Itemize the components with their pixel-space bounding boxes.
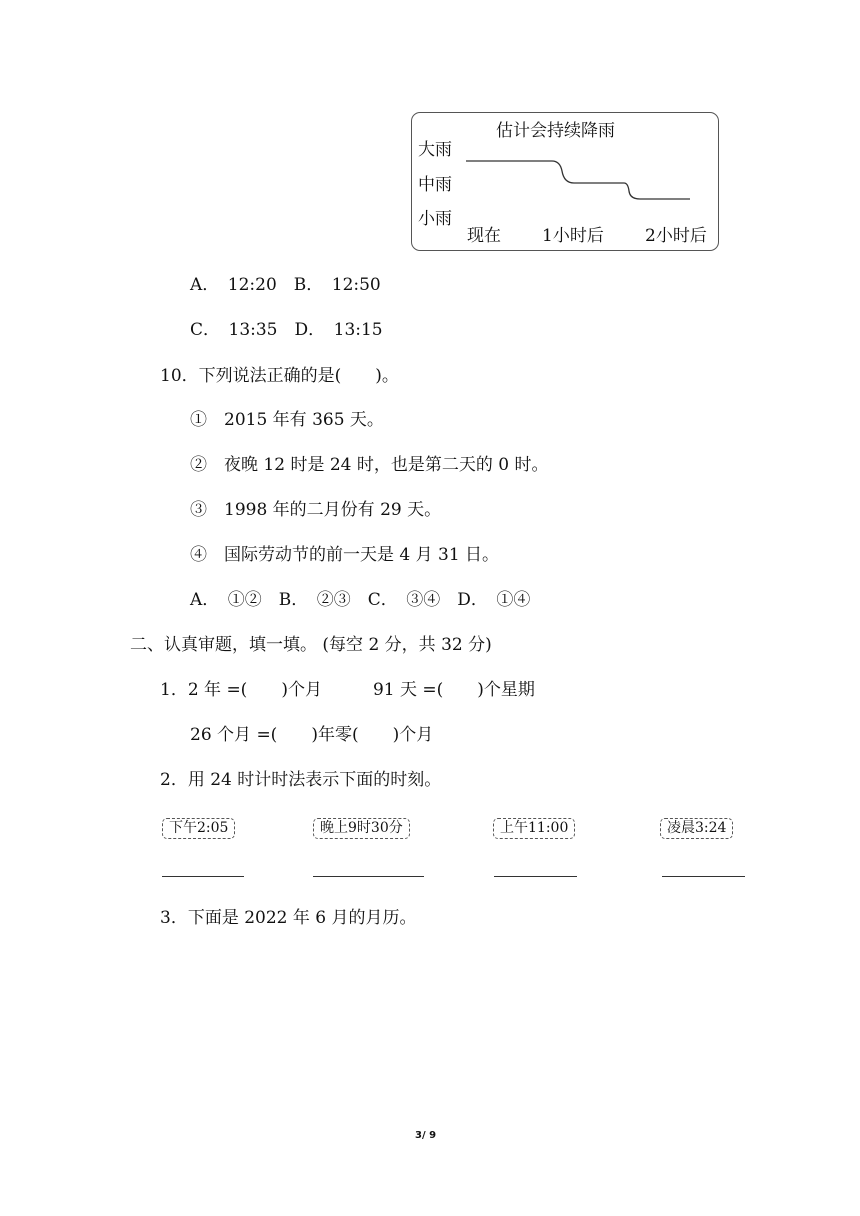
time-1-hour: 1小时后 [542,226,604,246]
answer-blank-3[interactable] [494,876,577,877]
q10-statement-4: ④ 国际劳动节的前一天是 4 月 31 日。 [190,545,500,565]
q10-statement-1: ① 2015 年有 365 天。 [190,410,384,430]
s2-q3-stem: 3．下面是 2022 年 6 月的月历。 [160,908,417,928]
page-number: 3/ 9 [415,1130,437,1141]
section2-heading: 二、认真审题，填一填。 (每空 2 分，共 32 分) [130,635,492,655]
level-heavy-rain: 大雨 [418,140,452,160]
time-tag-early-morning: 凌晨3:24 [660,818,733,839]
q9-options-ab: A． 12:20 B． 12:50 [190,275,381,295]
forecast-title: 估计会持续降雨 [496,121,615,141]
answer-blank-4[interactable] [662,876,745,877]
s2-q2-stem: 2．用 24 时计时法表示下面的时刻。 [160,770,442,790]
q10-stem: 10．下列说法正确的是( )。 [160,366,399,386]
time-tag-evening: 晚上9时30分 [313,818,410,839]
time-tag-afternoon: 下午2:05 [162,818,235,839]
time-now: 现在 [467,226,501,246]
answer-blank-2[interactable] [313,876,424,877]
rain-forecast-figure [411,112,719,251]
q10-statement-3: ③ 1998 年的二月份有 29 天。 [190,500,442,520]
level-moderate-rain: 中雨 [418,175,452,195]
q10-options: A． ①② B． ②③ C． ③④ D． ①④ [190,590,531,610]
q10-statement-2: ② 夜晚 12 时是 24 时，也是第二天的 0 时。 [190,455,549,475]
q9-options-cd: C． 13:35 D． 13:15 [190,320,383,340]
level-light-rain: 小雨 [418,209,452,229]
answer-blank-1[interactable] [162,876,244,877]
s2-q1-line1: 1．2 年 =( )个月 91 天 =( )个星期 [160,680,535,700]
s2-q1-line2: 26 个月 =( )年零( )个月 [190,725,434,745]
time-2-hours: 2小时后 [645,226,707,246]
time-tag-morning: 上午11:00 [493,818,575,839]
